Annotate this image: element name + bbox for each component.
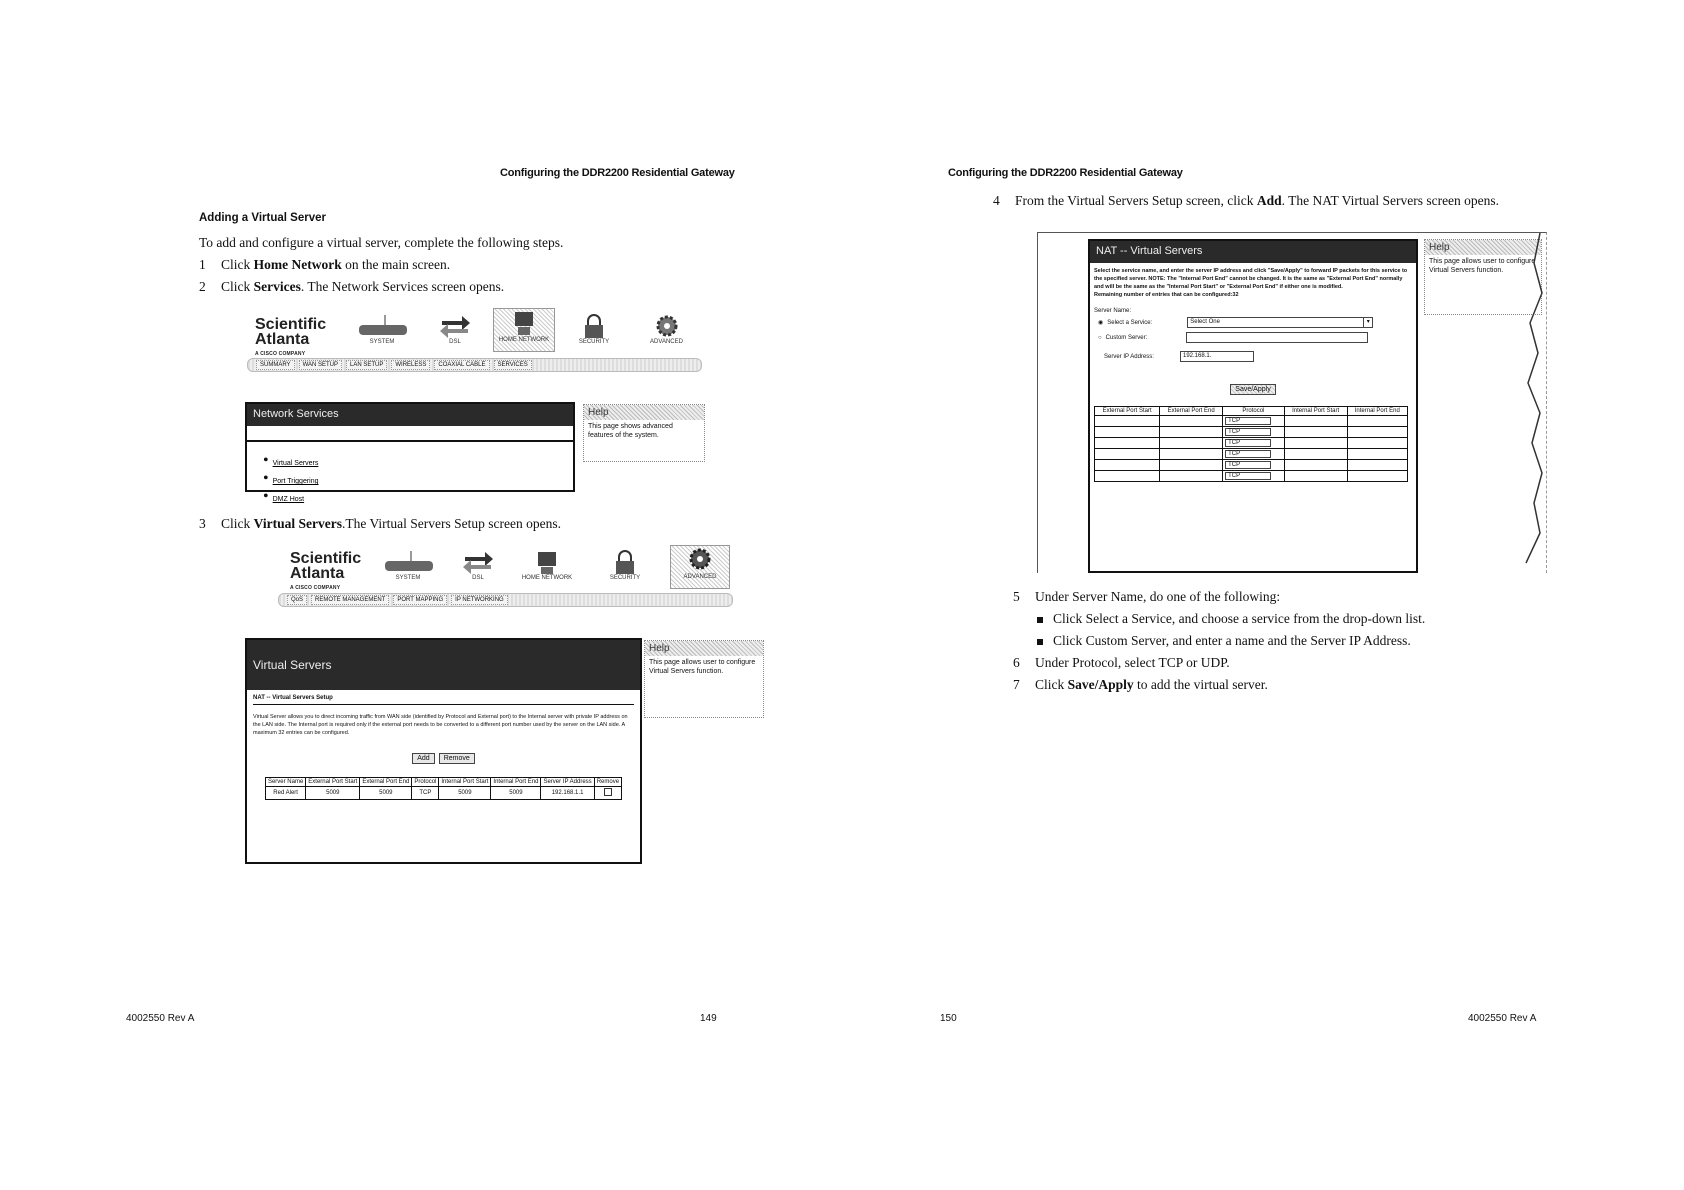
remove-checkbox-cell (594, 787, 621, 800)
protocol-select[interactable] (1223, 416, 1285, 427)
nav-label: SECURITY (609, 575, 641, 581)
column-header: Internal Port Start (1284, 407, 1347, 416)
help-title: Help (645, 641, 763, 656)
lock-icon (612, 549, 638, 575)
nat-virtual-servers-panel (1088, 239, 1418, 573)
step-number: 7 (1013, 677, 1020, 692)
panel-body (247, 690, 640, 800)
nav-label: ADVANCED (683, 574, 717, 580)
column-header: Server IP Address (541, 778, 594, 787)
port-input[interactable] (1095, 416, 1160, 427)
router-icon (355, 313, 409, 339)
nav-dsl[interactable] (435, 313, 475, 345)
step-bold: Services (253, 279, 301, 294)
nav-label: HOME NETWORK (498, 337, 550, 343)
services-links: • Virtual Servers • Port Triggering • DMZ Host (247, 440, 573, 506)
nav-label: ADVANCED (650, 339, 683, 345)
panel-subtitle: NAT -- Virtual Servers Setup (253, 694, 634, 705)
port-input[interactable] (1347, 416, 1407, 427)
step-number: 6 (1013, 655, 1020, 670)
column-header: Remove (594, 778, 621, 787)
gear-icon (687, 546, 713, 574)
column-header: Internal Port Start (439, 778, 491, 787)
step-text: Click (221, 279, 254, 294)
port-input[interactable] (1160, 416, 1223, 427)
step-3 (199, 515, 561, 533)
table-cell: Red Alert (265, 787, 305, 800)
port-input[interactable] (1347, 460, 1407, 471)
bullet-1 (1037, 610, 1425, 628)
nav-home-network[interactable] (493, 308, 555, 352)
remove-checkbox[interactable] (604, 788, 612, 796)
select-service-radio[interactable]: ◉ (1098, 319, 1104, 326)
nav-label: DSL (472, 575, 484, 581)
step-bold: Virtual Servers (253, 516, 342, 531)
nat-instructions: Select the service name, and enter the server IP address and click "Save/Apply" to forward IP packets for this service to the specified server. NOTE: The "Internal Port End" cannot be changed. It is the same as "External Port End" normally and will be the same as the "Internal Port Start" or "External Port End" if either one is modified. (1094, 268, 1408, 290)
right-footer-page: 150 (940, 1013, 957, 1024)
table-row (265, 787, 621, 800)
gear-icon (654, 313, 680, 339)
step-bold: Save/Apply (1067, 677, 1134, 692)
bullet-text: Click Select a Service, and choose a service from the drop-down list. (1053, 611, 1426, 626)
port-input[interactable] (1160, 449, 1223, 460)
nav-home-network[interactable] (516, 549, 578, 581)
nav-label: DSL (449, 339, 461, 345)
torn-edge-decoration (1516, 233, 1546, 573)
step-text: .The Virtual Servers Setup screen opens. (341, 516, 561, 531)
nav-advanced[interactable] (670, 545, 730, 589)
step-text: . The Network Services screen opens. (300, 279, 505, 294)
service-dropdown[interactable] (1187, 317, 1373, 328)
column-header: Internal Port End (491, 778, 541, 787)
dropdown-value: Select One (1190, 319, 1220, 325)
logo-line-2: Atlanta (255, 331, 310, 348)
select-service-label: Select a Service: (1107, 319, 1153, 326)
step-number: 2 (199, 279, 206, 294)
select-service-row (1090, 315, 1416, 330)
logo (255, 317, 326, 362)
port-input[interactable] (1160, 427, 1223, 438)
logo-line-2: Atlanta (290, 565, 345, 582)
column-header: Internal Port End (1347, 407, 1407, 416)
subnav-lan-setup[interactable]: LAN SETUP (346, 360, 387, 370)
save-row (1090, 378, 1416, 396)
port-input[interactable] (1095, 427, 1160, 438)
nav-security[interactable] (600, 549, 650, 581)
scientific-atlanta-banner-2 (278, 545, 733, 613)
computer-icon (532, 549, 562, 575)
port-input[interactable] (1347, 471, 1407, 482)
step-number: 3 (199, 516, 206, 531)
nat-ports-table (1094, 406, 1408, 482)
step-text: Click (221, 257, 254, 272)
server-ip-row (1090, 345, 1416, 368)
description: Virtual Server allows you to direct incoming traffic from WAN side (identified by Protocol and External port) to the Internal server with private IP address on the LAN side. The Internal port is required only if the external port needs to be converted to a different port number used by the server on the LAN side. A maximum 32 entries can be configured. (253, 714, 628, 736)
port-input[interactable] (1160, 471, 1223, 482)
nav-label: HOME NETWORK (521, 575, 573, 581)
bullet-2 (1037, 632, 1411, 650)
protocol-dropdown[interactable]: TCP (1225, 439, 1271, 447)
port-input[interactable] (1160, 460, 1223, 471)
protocol-select[interactable] (1223, 460, 1285, 471)
column-header: External Port Start (306, 778, 360, 787)
step-number: 5 (1013, 589, 1020, 604)
logo-subtitle: A CISCO COMPANY (255, 351, 306, 357)
port-input[interactable] (1347, 427, 1407, 438)
port-triggering-link[interactable]: Port Triggering (272, 478, 319, 485)
dmz-host-link[interactable]: DMZ Host (272, 496, 305, 503)
port-input[interactable] (1284, 471, 1347, 482)
help-title: Help (584, 405, 704, 420)
port-input[interactable] (1284, 416, 1347, 427)
column-header: Protocol (1223, 407, 1285, 416)
port-input[interactable] (1284, 427, 1347, 438)
column-header: Server Name (265, 778, 305, 787)
subnav-remote-management[interactable]: REMOTE MANAGEMENT (311, 595, 389, 605)
step-text: Click (1035, 677, 1068, 692)
protocol-select[interactable] (1223, 427, 1285, 438)
table-row (1095, 460, 1408, 471)
subnav-summary[interactable]: SUMMARY (256, 360, 295, 370)
port-input[interactable] (1347, 438, 1407, 449)
step-number: 4 (993, 193, 1000, 208)
column-header: External Port Start (1095, 407, 1160, 416)
section-title: Adding a Virtual Server (199, 212, 326, 224)
step-text: Click (221, 516, 254, 531)
router-icon (381, 549, 435, 575)
step-1 (199, 256, 450, 274)
table-cell: TCP (412, 787, 439, 800)
step-7 (1013, 676, 1268, 694)
step-text: . The NAT Virtual Servers screen opens. (1281, 193, 1500, 208)
left-footer-page: 149 (700, 1013, 717, 1024)
help-box (583, 404, 705, 462)
step-bold: Home Network (253, 257, 342, 272)
help-title: Help (1425, 240, 1541, 255)
logo-subtitle: A CISCO COMPANY (290, 585, 341, 591)
column-header: Protocol (412, 778, 439, 787)
server-ip-input[interactable]: 192.168.1. (1180, 351, 1254, 362)
step-4 (993, 192, 1515, 210)
subnav-wireless[interactable]: WIRELESS (391, 360, 430, 370)
table-cell: 5009 (306, 787, 360, 800)
server-ip-label: Server IP Address: (1104, 353, 1154, 360)
bullet-icon (1037, 617, 1043, 623)
step-number: 1 (199, 257, 206, 272)
nav-system[interactable] (378, 549, 438, 581)
subnav-coaxial-cable[interactable]: COAXIAL CABLE (434, 360, 489, 370)
panel-title: Virtual Servers (247, 640, 640, 690)
subnav-services[interactable]: SERVICES (494, 360, 532, 370)
virtual-servers-link[interactable]: Virtual Servers (272, 460, 319, 467)
protocol-dropdown[interactable]: TCP (1225, 417, 1271, 425)
right-page-header: Configuring the DDR2200 Residential Gateway (948, 167, 1183, 179)
table-row (1095, 471, 1408, 482)
chevron-down-icon: ▾ (1363, 318, 1372, 327)
panel-title: NAT -- Virtual Servers (1090, 241, 1416, 263)
step-bold: Add (1256, 193, 1282, 208)
help-text: This page allows user to configure Virtual Servers function. (1429, 258, 1536, 274)
subnav-wan-setup[interactable]: WAN SETUP (299, 360, 342, 370)
network-services-panel (245, 402, 575, 505)
help-text: This page shows advanced features of the system. (588, 423, 673, 439)
step-text: on the main screen. (341, 257, 451, 272)
panel-title: Network Services (247, 404, 573, 426)
port-input[interactable] (1095, 438, 1160, 449)
logo-line-1: Scientific (255, 316, 327, 333)
table-cell: 5009 (491, 787, 541, 800)
protocol-dropdown[interactable]: TCP (1225, 428, 1271, 436)
table-row (1095, 438, 1408, 449)
port-input[interactable] (1095, 460, 1160, 471)
custom-server-row (1090, 330, 1416, 345)
logo-line-1: Scientific (290, 550, 362, 567)
table-header-row (265, 778, 621, 787)
protocol-select[interactable] (1223, 471, 1285, 482)
custom-server-label: Custom Server: (1105, 334, 1148, 341)
port-input[interactable] (1347, 449, 1407, 460)
computer-icon (509, 309, 539, 337)
protocol-select[interactable] (1223, 449, 1285, 460)
subnav-ip-networking[interactable]: IP NETWORKING (451, 595, 508, 605)
step-6 (1013, 654, 1230, 672)
port-input[interactable] (1160, 438, 1223, 449)
port-input[interactable] (1284, 460, 1347, 471)
nav-security[interactable] (569, 313, 619, 345)
step-text: Under Protocol, select TCP or UDP. (1035, 655, 1230, 670)
custom-server-radio[interactable]: ○ (1098, 334, 1102, 341)
protocol-dropdown[interactable]: TCP (1225, 472, 1271, 480)
port-input[interactable] (1284, 449, 1347, 460)
table-row (1095, 449, 1408, 460)
help-text: This page allows user to configure Virtual Servers function. (649, 659, 756, 675)
logo (290, 551, 361, 596)
nav-advanced[interactable] (639, 313, 694, 345)
column-header: External Port End (360, 778, 412, 787)
nat-screenshot (1037, 232, 1547, 573)
help-box (644, 640, 764, 718)
protocol-dropdown[interactable]: TCP (1225, 461, 1271, 469)
table-cell: 5009 (439, 787, 491, 800)
table-header-row (1095, 407, 1408, 416)
subnav-port-mapping[interactable]: PORT MAPPING (393, 595, 447, 605)
step-text: From the Virtual Servers Setup screen, click (1015, 193, 1257, 208)
protocol-dropdown[interactable]: TCP (1225, 450, 1271, 458)
sub-navigation (278, 593, 733, 607)
left-page-header: Configuring the DDR2200 Residential Gateway (500, 167, 735, 179)
arrows-icon (438, 313, 472, 339)
lock-icon (581, 313, 607, 339)
step-2 (199, 278, 504, 296)
port-input[interactable] (1095, 471, 1160, 482)
arrows-icon (461, 549, 495, 575)
intro-text: To add and configure a virtual server, complete the following steps. (199, 235, 564, 250)
port-input[interactable] (1095, 449, 1160, 460)
step-5 (1013, 588, 1280, 606)
server-name-label: Server Name: (1094, 308, 1132, 314)
custom-server-input[interactable] (1186, 332, 1368, 343)
save-apply-button[interactable]: Save/Apply (1230, 384, 1275, 395)
bullet-text: Click Custom Server, and enter a name and the Server IP Address. (1053, 633, 1411, 648)
virtual-servers-table (265, 777, 622, 800)
remaining-entries: Remaining number of entries that can be configured:32 (1094, 292, 1239, 298)
action-buttons (253, 747, 634, 765)
nav-dsl[interactable] (458, 549, 498, 581)
subnav-qos[interactable]: QoS (287, 595, 307, 605)
right-footer-doc: 4002550 Rev A (1468, 1013, 1537, 1024)
column-header: External Port End (1160, 407, 1223, 416)
nav-label: SYSTEM (369, 339, 395, 345)
add-button[interactable]: Add (412, 753, 434, 764)
sub-navigation (247, 358, 702, 372)
step-text: to add the virtual server. (1133, 677, 1268, 692)
left-footer-doc: 4002550 Rev A (126, 1013, 195, 1024)
nav-label: SECURITY (578, 339, 610, 345)
table-cell: 192.168.1.1 (541, 787, 594, 800)
scientific-atlanta-banner (247, 308, 702, 378)
step-text: Under Server Name, do one of the following: (1035, 589, 1281, 604)
bullet-icon (1037, 639, 1043, 645)
port-input[interactable] (1284, 438, 1347, 449)
nav-label: SYSTEM (395, 575, 421, 581)
protocol-select[interactable] (1223, 438, 1285, 449)
remove-button[interactable]: Remove (439, 753, 475, 764)
nav-system[interactable] (352, 313, 412, 345)
virtual-servers-panel (245, 638, 642, 864)
table-row (1095, 427, 1408, 438)
table-cell: 5009 (360, 787, 412, 800)
table-row (1095, 416, 1408, 427)
